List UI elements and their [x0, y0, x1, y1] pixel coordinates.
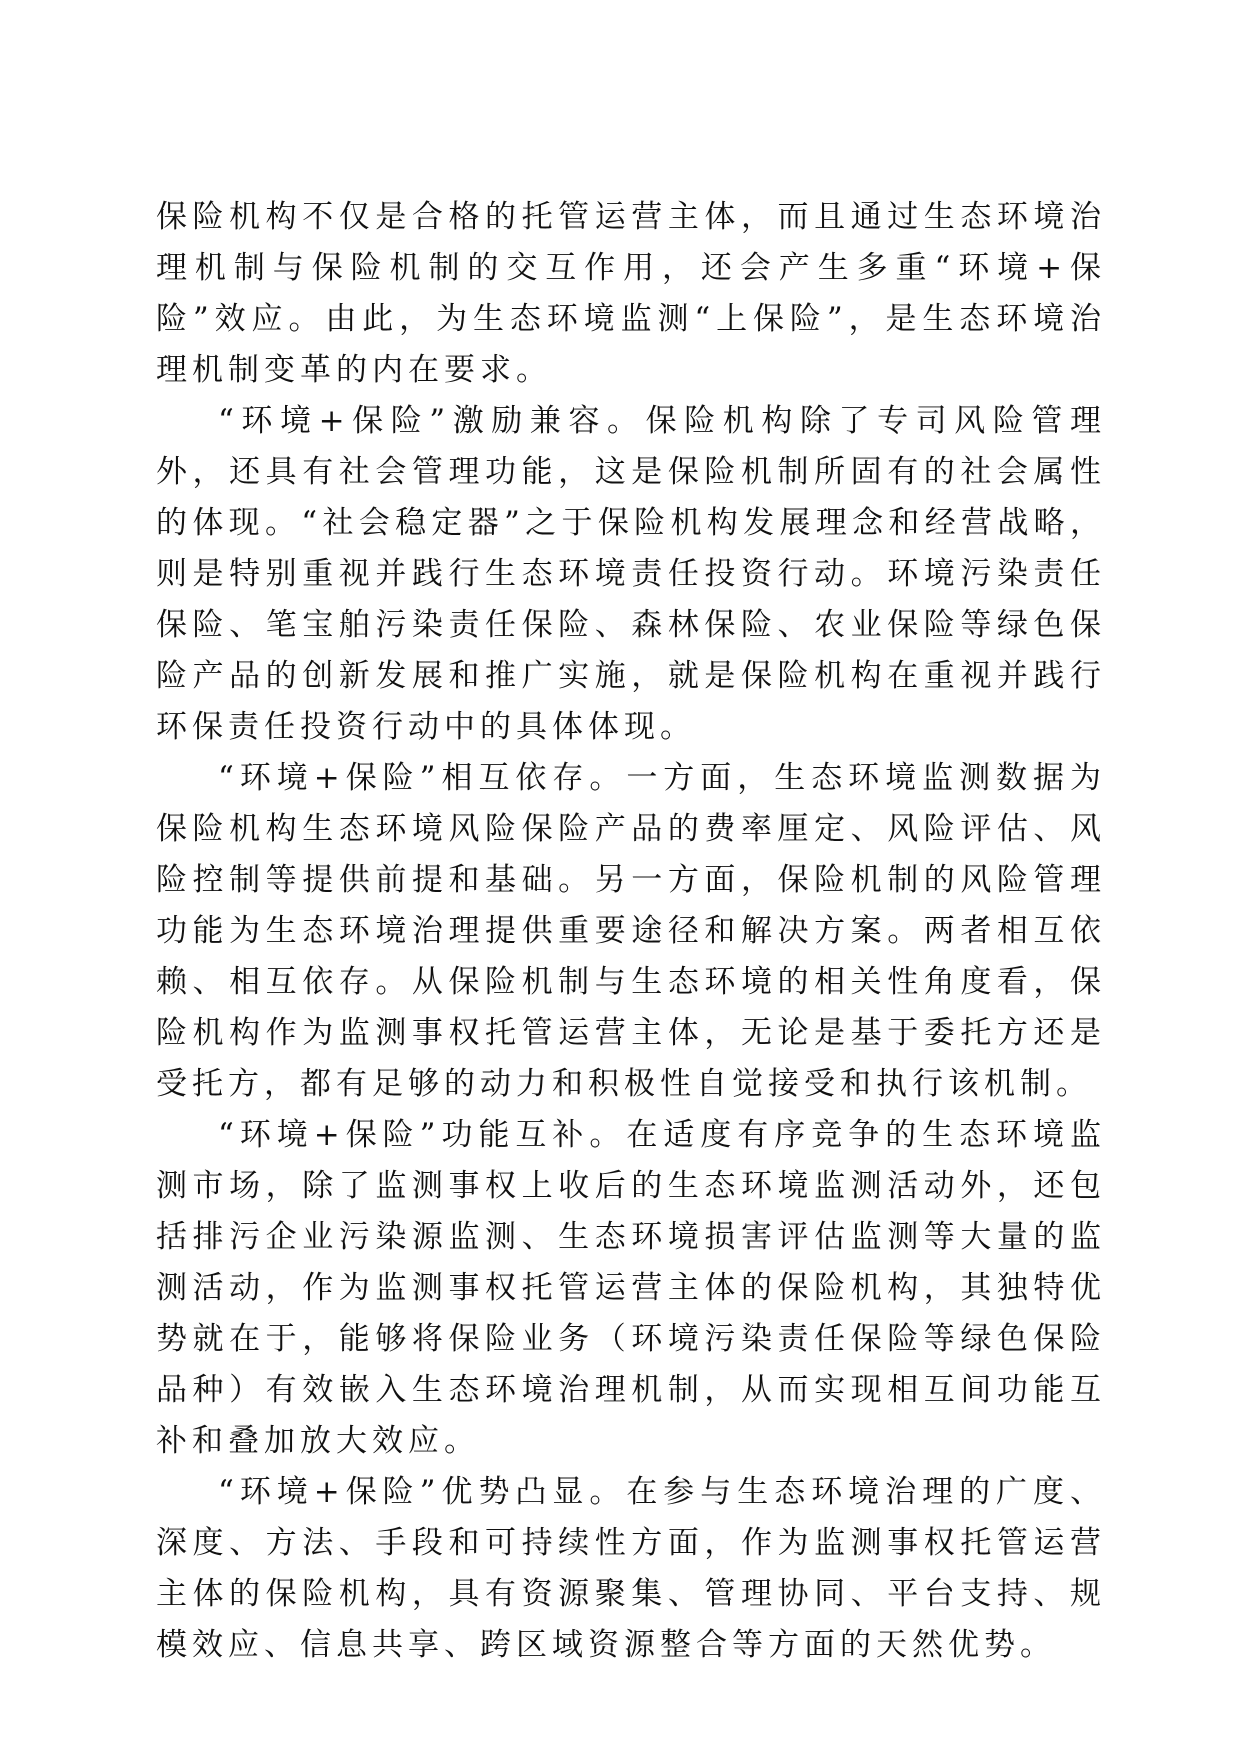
paragraph-interdependence: “环境+保险”相互依存。一方面，生态环境监测数据为保险机构生态环境风险保险产品的费率厘定、风险评估、风险控制等提供前提和基础。另一方面，保险机制的风险管理功能为生态环境治理提供重要途径和解决方案。两者相互依赖、相互依存。从保险机制与生态环境的相关性角度看，保险机构作为监测事权托管运营主体，无论是基于委托方还是受托方，都有足够的动力和积极性自觉接受和执行该机制。	[156, 760, 1106, 1102]
paragraph-intro: 保险机构不仅是合格的托管运营主体，而且通过生态环境治理机制与保险机制的交互作用，还会产生多重“环境+保险”效应。由此，为生态环境监测“上保险”，是生态环境治理机制变革的内在要求。	[156, 199, 1106, 388]
paragraph-functional-complementarity: “环境+保险”功能互补。在适度有序竞争的生态环境监测市场，除了监测事权上收后的生态环境监测活动外，还包括排污企业污染源监测、生态环境损害评估监测等大量的监测活动，作为监测事权托管运营主体的保险机构，其独特优势就在于，能够将保险业务（环境污染责任保险等绿色保险品种）有效嵌入生态环境治理机制，从而实现相互间功能互补和叠加放大效应。	[156, 1117, 1106, 1459]
document-body	[156, 192, 1106, 1671]
paragraph-incentive-compatibility: “环境+保险”激励兼容。保险机构除了专司风险管理外，还具有社会管理功能，这是保险机制所固有的社会属性的体现。“社会稳定器”之于保险机构发展理念和经营战略，则是特别重视并践行生态环境责任投资行动。环境污染责任保险、笔宝舶污染责任保险、森林保险、农业保险等绿色保险产品的创新发展和推广实施，就是保险机构在重视并践行环保责任投资行动中的具体体现。	[156, 403, 1106, 745]
paragraph-prominent-advantages: “环境+保险”优势凸显。在参与生态环境治理的广度、深度、方法、手段和可持续性方面，作为监测事权托管运营主体的保险机构，具有资源聚集、管理协同、平台支持、规模效应、信息共享、跨区域资源整合等方面的天然优势。	[156, 1474, 1106, 1663]
